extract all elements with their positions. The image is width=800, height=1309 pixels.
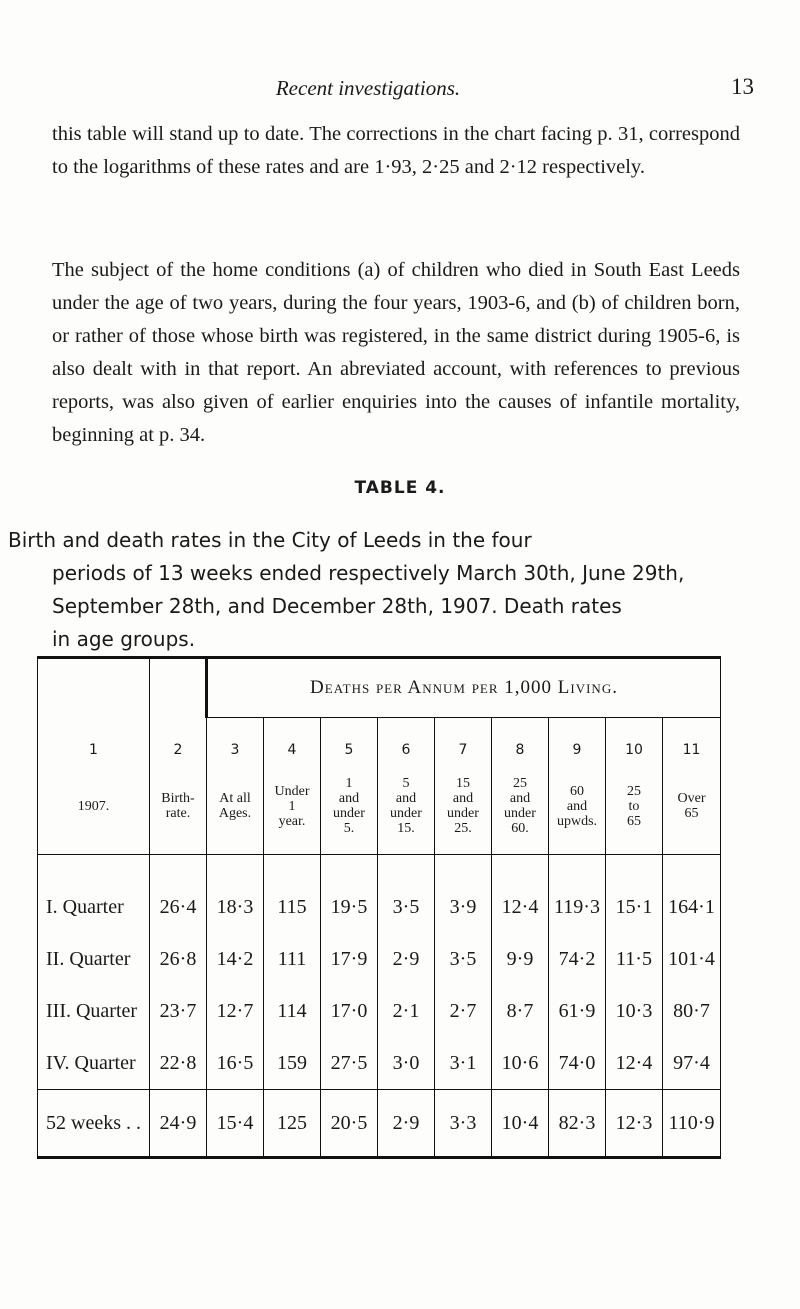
column-header-7-line-3: under (447, 806, 479, 821)
table-top-row (38, 658, 721, 718)
table-cell: 9·9 (492, 933, 549, 985)
table-cell: 114 (264, 985, 321, 1037)
table-cell: 26·8 (150, 933, 207, 985)
table-cell: 3·5 (378, 855, 435, 934)
table-row (38, 985, 721, 1037)
table-cell: 80·7 (663, 985, 721, 1037)
table-label: TABLE 4. (354, 478, 446, 498)
table-cell: 2·1 (378, 985, 435, 1037)
column-header-9 (549, 758, 606, 855)
row-label: II. Quarter (38, 933, 150, 985)
paragraph-1: this table will stand up to date. The corrections in the chart facing p. 31, correspond to the logarithms of these rates and are 1·93, 2·25 and 2·12 respectively. (52, 123, 740, 178)
table-cell: 16·5 (207, 1037, 264, 1090)
column-header-5 (321, 758, 378, 855)
table-cell: 22·8 (150, 1037, 207, 1090)
caption-line-1: Birth and death rates in the City of Leeds in the four (8, 528, 532, 552)
column-header-6-line-3: under (390, 806, 422, 821)
column-header-3-line-2: Ages. (218, 806, 252, 821)
column-number-6: 6 (378, 718, 435, 759)
column-number-10: 10 (606, 718, 663, 759)
column-header-11-line-2: 65 (684, 806, 699, 821)
column-number-11: 11 (663, 718, 721, 759)
column-header-9-line-1: 60 (570, 783, 584, 799)
column-header-6-line-2: and (395, 791, 417, 806)
column-header-6-line-1: 5 (402, 776, 410, 791)
table-cell: 115 (264, 855, 321, 934)
total-cell: 12·3 (606, 1090, 663, 1158)
column-number-row (38, 718, 721, 759)
total-cell: 24·9 (150, 1090, 207, 1158)
table-cell: 119·3 (549, 855, 606, 934)
column-number-1: 1 (38, 718, 150, 759)
page-header (0, 74, 800, 104)
birth-rate-top-cell (150, 658, 207, 718)
caption-line-3: September 28th, and December 28th, 1907. Death rates (52, 594, 622, 618)
table-cell: 18·3 (207, 855, 264, 934)
caption-line-4: in age groups. (52, 627, 196, 651)
row-label: IV. Quarter (38, 1037, 150, 1090)
total-row (38, 1090, 721, 1158)
table-cell: 2·7 (435, 985, 492, 1037)
paragraph-2-text: The subject of the home conditions (a) of children who died in South East Leeds under the age of two years, during the four years, 1903-6, and (b) of children born, or rather of those whose birth was registered, in the same district during 1905-6, is also dealt with in that report. An abreviated account, with references to previous reports, was also given of earlier enquiries into the causes of infantile mortality, beginning at p. 34. (52, 259, 740, 446)
total-cell: 20·5 (321, 1090, 378, 1158)
column-header-8-line-1: 25 (513, 776, 527, 791)
caption-line-2: periods of 13 weeks ended respectively March 30th, June 29th, (52, 561, 685, 585)
column-header-11-line-1: Over (677, 791, 706, 806)
deaths-heading: Deaths per Annum per 1,000 Living. (207, 658, 721, 718)
table-cell: 15·1 (606, 855, 663, 934)
table-cell: 3·0 (378, 1037, 435, 1090)
column-header-8-line-2: and (509, 791, 531, 806)
table-cell: 61·9 (549, 985, 606, 1037)
total-cell: 82·3 (549, 1090, 606, 1158)
column-header-1-line-1: 1907. (77, 798, 110, 814)
column-header-9-line-2: and (566, 798, 588, 814)
table-cell: 23·7 (150, 985, 207, 1037)
column-header-9-line-3: upwds. (556, 813, 598, 829)
column-header-6 (378, 758, 435, 855)
column-header-4-line-1: Under (274, 783, 310, 799)
table-cell: 3·5 (435, 933, 492, 985)
column-header-10-line-1: 25 (627, 783, 641, 799)
column-header-7-line-4: 25. (454, 821, 472, 836)
table-cell: 164·1 (663, 855, 721, 934)
total-row-label: 52 weeks . . (38, 1090, 150, 1158)
total-cell: 15·4 (207, 1090, 264, 1158)
total-cell: 10·4 (492, 1090, 549, 1158)
column-header-4-line-2: 1 (288, 798, 296, 814)
table-cell: 159 (264, 1037, 321, 1090)
corner-cell (38, 658, 150, 718)
column-header-4-line-3: year. (278, 813, 306, 829)
table-cell: 8·7 (492, 985, 549, 1037)
total-cell: 3·3 (435, 1090, 492, 1158)
column-header-10 (606, 758, 663, 855)
column-header-1 (38, 758, 150, 855)
row-label: I. Quarter (38, 855, 150, 934)
column-header-10-line-3: 65 (627, 813, 641, 829)
page-number: 13 (731, 74, 754, 99)
table-cell: 101·4 (663, 933, 721, 985)
column-number-5: 5 (321, 718, 378, 759)
table-cell: 12·4 (492, 855, 549, 934)
running-title: Recent investigations. (275, 76, 461, 100)
table-cell: 19·5 (321, 855, 378, 934)
column-header-5-line-2: and (338, 791, 360, 806)
column-number-2: 2 (150, 718, 207, 759)
table-cell: 3·1 (435, 1037, 492, 1090)
table-row (38, 855, 721, 934)
column-header-5-line-3: under (333, 806, 365, 821)
table-cell: 10·3 (606, 985, 663, 1037)
table-cell: 12·4 (606, 1037, 663, 1090)
total-cell: 2·9 (378, 1090, 435, 1158)
column-header-8-line-4: 60. (511, 821, 529, 836)
rates-table-wrapper (37, 656, 720, 1158)
table-row (38, 1037, 721, 1090)
column-header-2-line-1: Birth- (161, 791, 195, 806)
column-header-5-line-4: 5. (343, 821, 355, 836)
table-cell: 17·9 (321, 933, 378, 985)
column-number-8: 8 (492, 718, 549, 759)
table-cell: 97·4 (663, 1037, 721, 1090)
table-cell: 14·2 (207, 933, 264, 985)
column-number-7: 7 (435, 718, 492, 759)
rates-table (37, 656, 721, 1159)
column-header-2 (150, 758, 207, 855)
table-row (38, 933, 721, 985)
paragraph-2 (52, 254, 740, 452)
table-cell: 26·4 (150, 855, 207, 934)
column-header-8-line-3: under (504, 806, 536, 821)
column-header-8 (492, 758, 549, 855)
column-header-7 (435, 758, 492, 855)
column-header-row (38, 758, 721, 855)
table-cell: 74·0 (549, 1037, 606, 1090)
column-header-5-line-1: 1 (345, 776, 353, 791)
table-cell: 111 (264, 933, 321, 985)
column-header-6-line-4: 15. (397, 821, 415, 836)
table-cell: 12·7 (207, 985, 264, 1037)
column-number-9: 9 (549, 718, 606, 759)
column-header-10-line-2: to (628, 798, 640, 814)
column-header-11 (663, 758, 721, 855)
total-cell: 125 (264, 1090, 321, 1158)
table-cell: 27·5 (321, 1037, 378, 1090)
column-header-3 (207, 758, 264, 855)
column-header-7-line-1: 15 (456, 776, 470, 791)
table-cell: 17·0 (321, 985, 378, 1037)
table-cell: 2·9 (378, 933, 435, 985)
table-cell: 11·5 (606, 933, 663, 985)
row-label: III. Quarter (38, 985, 150, 1037)
table-body (38, 855, 721, 1090)
table-caption (8, 524, 742, 656)
column-header-7-line-2: and (452, 791, 474, 806)
table-cell: 10·6 (492, 1037, 549, 1090)
table-cell: 74·2 (549, 933, 606, 985)
column-header-3-line-1: At all (219, 791, 251, 806)
column-number-4: 4 (264, 718, 321, 759)
total-cell: 110·9 (663, 1090, 721, 1158)
table-cell: 3·9 (435, 855, 492, 934)
column-header-2-line-2: rate. (165, 806, 191, 821)
column-header-4 (264, 758, 321, 855)
column-number-3: 3 (207, 718, 264, 759)
